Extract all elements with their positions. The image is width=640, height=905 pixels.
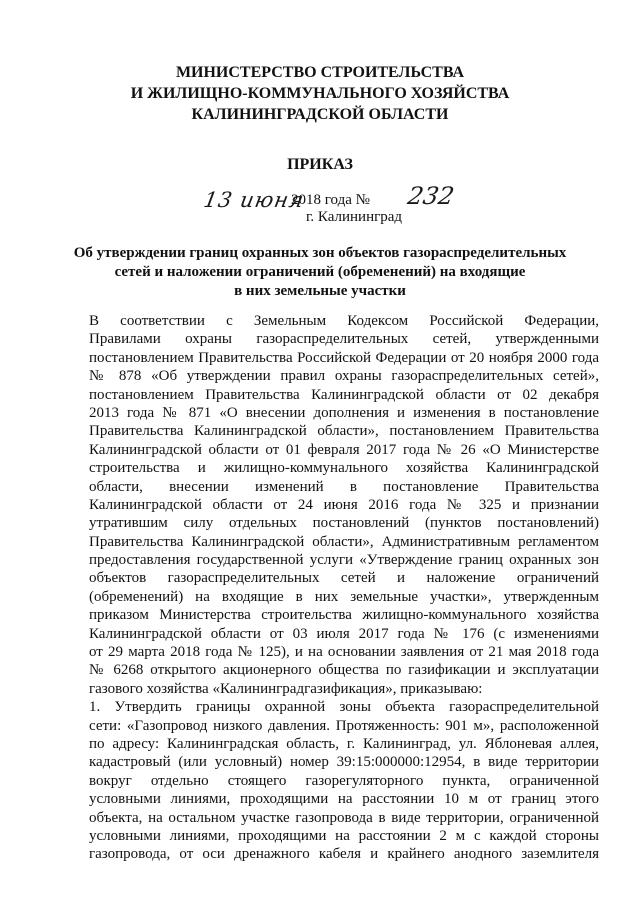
body-line: вокруг отдельно стоящего газорегуляторного пункта, ограниченной [89,772,599,789]
body-line: Калининградской области от 01 февраля 2017 года № 26 «О Министерстве [89,441,599,458]
body-line: (обременений) на входящие в них земельные участки», утвержденным [89,588,599,605]
body-line: Правительства Калининградской области», постановлением Правительства [89,423,599,440]
subject-line-2: сетей и наложении ограничений (обременений) на входящие [114,264,526,280]
body-line: приказом Министерства строительства жилищно-коммунального хозяйства [89,607,599,624]
ministry-line-1: МИНИСТЕРСТВО СТРОИТЕЛЬСТВА [175,64,465,81]
body-line: условными линиями, проходящими на расстоянии 10 м от границ этого [89,791,599,808]
body-line: сети: «Газопровод низкого давления. Протяженность: 901 м», расположенной [89,717,599,734]
body-line: Правилами охраны газораспределительных сетей, утвержденными [89,331,599,348]
order-title: ПРИКАЗ [287,156,353,173]
body-line: постановлением Правительства Российской Федерации от 20 ноября 2000 года [89,349,599,366]
body-line: Калининградской области от 03 июля 2017 года № 176 (с изменениями [89,625,599,642]
ministry-line-2: И ЖИЛИЩНО-КОММУНАЛЬНОГО ХОЗЯЙСТВА [130,85,510,102]
body-line: газового хозяйства «Калининградгазификация», приказываю: [89,680,483,697]
body-line: условными линиями, проходящими на расстоянии 2 м с каждой стороны [89,827,599,844]
handwritten-number: 232 [405,182,457,210]
body-line: 1. Утвердить границы охранной зоны объекта газораспределительной [89,699,599,716]
body-line: утратившим силу отдельных постановлений (пунктов постановлений) [89,515,599,532]
order-subject [60,244,580,301]
body-line: объекта, на остальном участке газопровода в виде территории, ограниченной [89,809,599,826]
order-body [89,312,599,864]
ministry-header [0,62,640,125]
body-line: В соответствии с Земельным Кодексом Российской Федерации, [89,313,599,329]
body-line: Калининградской области от 24 июня 2016 года № 325 и признании [89,496,599,513]
body-line: 2013 года № 871 «О внесении дополнения и изменения в постановление [89,404,599,421]
body-line: № 878 «Об утверждении правил охраны газораспределительных сетей», [89,368,599,385]
city: г. Калининград [305,209,403,225]
body-line: по адресу: Калининградская область, г. Калининград, ул. Яблоневая аллея, [89,735,599,752]
body-line: предоставления государственной услуги «Утверждение границ охранных зон [89,552,599,569]
body-line: строительства и жилищно-коммунального хозяйства Калининградской [89,460,599,477]
handwritten-date: 13 июня [201,188,307,212]
ministry-line-3: КАЛИНИНГРАДСКОЙ ОБЛАСТИ [191,106,449,123]
body-line: постановлением Правительства Калининградской области от 02 декабря [89,386,599,403]
body-line: области, внесении изменений в постановление Правительства [89,478,599,495]
subject-line-3: в них земельные участки [234,283,406,299]
body-line: Правительства Калининградской области», Административным регламентом [89,533,599,550]
printed-date: 2018 года № [291,192,370,208]
body-line: кадастровый (или условный) номер 39:15:000000:12954, в виде территории [89,754,599,771]
body-line: объектов газораспределительных сетей и наложение ограничений [89,570,599,587]
body-line: от 29 марта 2018 года № 125), и на основании заявления от 21 мая 2018 года [89,644,599,661]
body-line: № 6268 открытого акционерного общества по газификации и эксплуатации [89,662,599,679]
subject-line-1: Об утверждении границ охранных зон объектов газораспределительных [73,245,567,261]
body-line: газопровода, от оси дренажного кабеля и крайнего анодного заземлителя [89,846,599,863]
